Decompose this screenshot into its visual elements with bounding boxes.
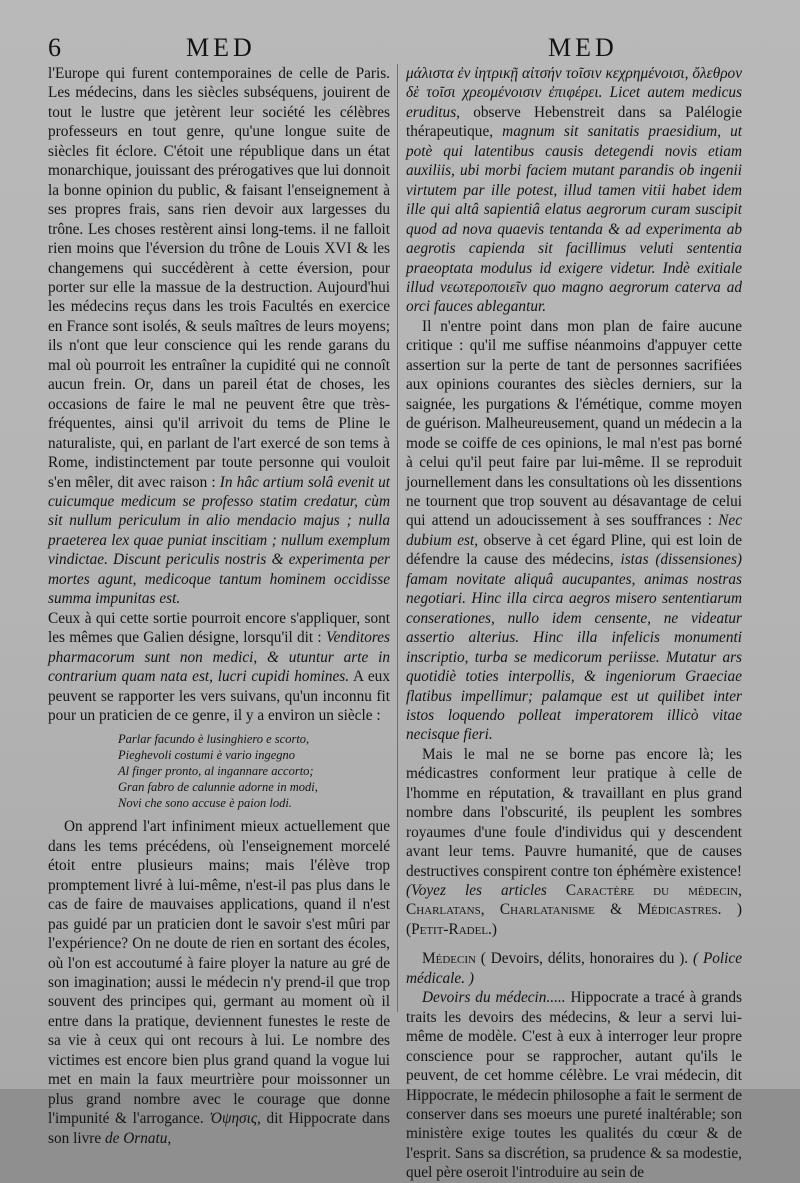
paragraph [406, 317, 742, 745]
entry-subtitle: ( Devoirs, délits, honoraires du ). [480, 950, 689, 968]
paragraph [406, 745, 742, 940]
page-number: 6 [48, 33, 61, 62]
body-text: A eux peuvent se rapporter les vers suivans, qu'un inconnu fit pour un praticien de ce genre, il y a environ un siècle : [48, 668, 390, 724]
paragraph [48, 64, 390, 609]
latin-quote: In hâc artium solâ evenit ut cuicumque medicum se professo statim credatur, cùm sit nullum periculum in alio mendacio majus ; nulla praeterea lex quae puniat inscitiam ; nullum exemplum vindictae. Discunt periculis nostris & experimenta per mortes agunt, medicoque tantum hominem occidisse summa impunitas est. [48, 473, 390, 608]
latin-quote: istas (dissensiones) famam novitate aliquâ aucupantes, animas nostras negotiari. Hinc illa circa aegros misero sententiarum conserationes, nullo idem censente, ne videatur assertio alterius. Hinc illa infelicis monumenti inscriptio, turba se medicorum periisse. Mutatur ars quotidiè toties interpollis, & ingeniorum Graeciae flatibus impellimur; palamque est ut quilibet inter istos loquendo polleat imperatorem illicò vitae necisque fieri. [406, 551, 742, 744]
body-text: On apprend l'art infiniment mieux actuellement que dans les tems précédens, où l'enseignement morcelé étoit entre plusieurs mains; mais l'élève trop promptement livré à lui-même, n'est-il pas plus dans le cas de faire de mauvaises applications, quand il n'est pas guidé par un praticien dont le savoir s'est mûri par l'expérience? On ne doute de rien en sortant des écoles, où l'on est accoutumé à faire ployer la nature au gré de son imagination; aussi le médecin n'y prend-il que trop souvent des principes qui, germant au moment où il entre dans la pratique, deviennent funestes le reste de sa vie à ceux qui ont recours à lui. Le nombre des victimes est encore bien plus grand quand la vogue lui met en main la faux meurtrière pour moissonner un plus grand nombre avec le courage que donne l'impunité & l'arrogance. [48, 818, 390, 1128]
paragraph [48, 609, 390, 726]
entry-subsection: ( Police médicale. ) [406, 950, 743, 987]
latin-quote: Nec dubium est, [406, 512, 742, 549]
entry-title: Médecin [422, 950, 476, 968]
body-text: l'Europe qui furent contemporaines de celle de Paris. Les médecins, dans les siècles subséquens, jouirent de tout le lustre que jetèrent leur société les célèbres professeurs en tout genre, qu'une longue suite de siècles fit éclore. C'étoit une république dans un état monarchique, jouissant des prérogatives que lui donnoit la bonne opinion du public, & faisant l'enseignement à ses propres frais, sans rien devoir aux largesses du trône. Les choses restèrent ainsi long-tems. il ne falloit rien moins que l'éversion du trône de Louis XVI & les changemens qui succédèrent à cette éversion, pour porter sur elle la massue de la destruction. Aujourd'hui les médecins reçus dans les trois Facultés en exercice en France sont isolés, & seuls maîtres de leurs moyens; ils n'ont que leur conscience qui les rende garans du mal où pourroit les entraîner la cupidité qui ne connoît aucun frein. Or, dans un pareil état de choses, les occasions de faire le mal ne peuvent être que très-fréquentes, ainsi qu'il arrivoit du tems de Pline le naturaliste, qui, en parlant de l'art exercé de son tems à Rome, indistinctement par toute personne qui vouloit s'en mêler, dit avec raison : [48, 65, 390, 491]
paragraph [406, 988, 742, 1183]
body-text: Hippocrate a tracé à grands traits les devoirs des médecins, & leur a servi lui-même de modèle. C'est à eux à interroger leur propre conscience pour se rapprocher, autant qu'ils le peuvent, de cet homme célèbre. Le vrai médecin, dit Hippocrate, le médecin philosophe a fait le serment de conserver dans ses moeurs une pureté inaltérable; son ministère exige toutes les qualités du cœur & de l'esprit. Sans sa discrétion, sa prudence & sa modestie, quel père oseroit l'introduire au sein de [406, 989, 743, 1182]
verse-line: Pieghevoli costumi è vario ingegno [118, 748, 296, 763]
spacer [406, 939, 742, 949]
italian-verse [118, 731, 390, 811]
entry-heading [406, 949, 742, 988]
latin-quote: Licet autem medicus eruditus, [406, 84, 742, 121]
running-head-left: MED [186, 33, 256, 62]
greek-word: νεωτεροποιεῖν [440, 278, 527, 296]
latin-quote: magnum sit sanitatis praesidium, ut potè qui latentibus causis detegendi novis etiam auxiliis, ubi morbi faciem mutant parandis ob ingenii virtutem par ille potest, illud tamen vitii habet idem ille qui altâ sapientiâ elatus aegrorum curam suscipit quod ad nova quaevis tentanda & ad experimenta ab aegrotis capienda sit facillimus veluti sententia praeoptata modulus id exigere videtur. Indè exitiale illud [406, 123, 742, 296]
greek-quote: δὲ τοῖσι χρεομένοισιν ἐπιφέρει. [406, 84, 603, 102]
body-text: Mais le mal ne se borne pas encore là; les médicastres conforment leur pratique à celle de l'homme en réputation, & travaillant en plus grand nombre dans l'obscurité, ils peuplent les sombres royaumes d'une foule d'individus qui y descendent avant leur tems. Pauvre humanité, que de causes destructives conspirent contre ton éphémère existence! [406, 745, 742, 880]
left-column [48, 64, 390, 1148]
cross-reference: (Voyez les articles [406, 882, 547, 900]
verse-line: Al finger pronto, al ingannare accorto; [118, 764, 314, 779]
section-label: Devoirs du médecin..... [422, 989, 566, 1007]
paragraph [48, 817, 390, 1148]
paragraph [406, 64, 742, 317]
body-text: observe Hebenstreit dans sa Palélogie thérapeutique, [406, 103, 742, 141]
column-divider [397, 64, 398, 1012]
body-text: observe à cet égard Pline, qui est loin de défendre la cause des médecins, [406, 531, 742, 569]
body-text: dit Hippocrate dans son livre [48, 1110, 391, 1147]
body-text: Il n'entre point dans mon plan de faire aucune critique : qu'il me suffise néanmoins d'appuyer cette assertion sur la perte de tant de personnes sacrifiées aux opinions courantes des siècles derniers, sur la saignée, les purgations & l'émétique, comme moyen de guérison. Malheureusement, quand un médecin a la mode se coiffe de ces opinions, le mal n'est pas borné à celui qu'il peut faire par lui-même. Il se reproduit journellement dans les consultations où les dissentions ne tournent que trop souvent au désavantage de celui qui attend un adoucissement à ses souffrances : [406, 317, 742, 530]
body-text: Ceux à qui cette sortie pourroit encore s'appliquer, sont les mêmes que Galien désigne, lorsqu'il dit : [48, 609, 390, 647]
running-head-right: MED [548, 33, 618, 62]
greek-quote: μάλιστα ἐν ἰητρικῇ αἰτσήν τοῖσιν κεχρημένοισι, ὄλεθρον [406, 65, 742, 82]
verse-line: Novi che sono accuse è paion lodi. [118, 796, 292, 811]
author-signature: ) (Petit-Radel.) [406, 901, 742, 938]
latin-quote: quo magno aegrorum caterva ad orci fauces ablegantur. [406, 278, 742, 316]
latin-quote: Venditores pharmacorum sunt non medici, & utuntur arte in contrarium quam nata est, lucri cupidi homines. [48, 629, 390, 686]
cross-reference-list: Caractère du médecin, Charlatans, Charlatanisme & Médicastres. [406, 882, 742, 919]
verse-line: Gran fabro de calunnie adorne in modi, [118, 780, 318, 795]
greek-word: Ὀψησις, [209, 1110, 261, 1128]
verse-line: Parlar facundo è lusinghiero e scorto, [118, 732, 310, 747]
right-column [406, 64, 742, 1183]
book-title: de Ornatu, [104, 1129, 172, 1147]
